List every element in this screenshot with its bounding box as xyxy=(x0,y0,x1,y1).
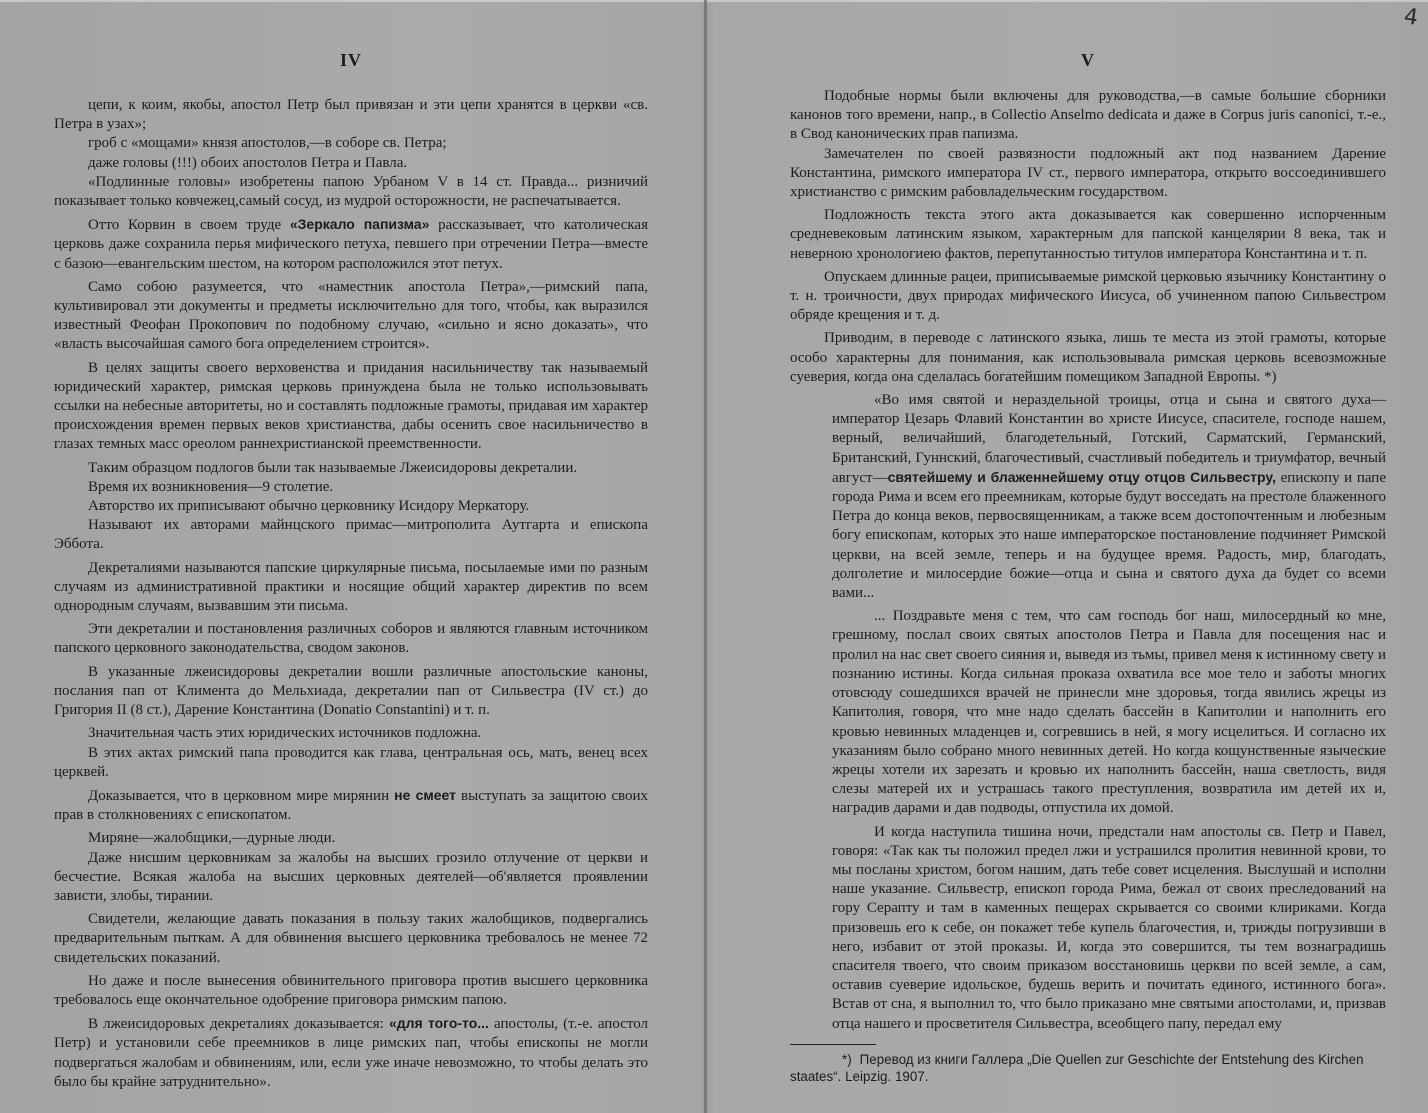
left-page-folio: IV xyxy=(339,50,362,70)
paragraph: В целях защиты своего верховенства и придания насильничеству так называемый юридический характер, римская церковь принуждена была не только использовывать ссылки на небесные авторитеты, но и составлять подложные грамоты, придавая им характер происхождения времен первых веков христианства, дабы осенить свое насильничество в глазах темных масс ореолом раннехристианской преемственности. xyxy=(54,359,648,453)
paragraph: Время их возникновения—9 столетие. xyxy=(88,478,334,495)
paragraph: Замечателен по своей развязности подложный акт под названием Дарение Константина, римского императора IV ст., первого императора, открыто воссоединившего христианство с римским рабовладельческим государством. xyxy=(790,145,1386,201)
right-page-paragraphs xyxy=(790,87,1386,387)
paragraph: ... Поздравьте меня с тем, что сам господь бог наш, милосердный ко мне, грешному, послал своих святых апостолов Петра и Павла для посещения нас и пролил на нас свет своего сияния и, выведя из тьмы, привел меня к истинному свету и познанию истины. Когда сильная проказа охватила все мое тело и заботы многих отовсюду сошедшихся врачей не принесли мне здоровья, тогда явились жрецы из Капитолия, говоря, что мне надо сделать бассейн в Капитолии и наполнить его кровью невинных младенцев и, согревшись в ней, я могу исцелиться. И согласно их указаниям было собрано много невинных детей. Но когда кощунственные языческие жрецы хотели их зарезать и кровью их наполнить бассейн, наша светлость, видя слезы матерей их и устрашась такого преступления, возвратила им детей их и, наградив дарами и дав подводы, отпустила их домой. xyxy=(832,608,1386,817)
paragraph: Эти декреталии и постановления различных соборов и являются главным источником папского церковного законодательства, сводом законов. xyxy=(54,621,648,657)
emphasized-text: «Зеркало папизма» xyxy=(289,216,430,233)
right-page-body xyxy=(790,87,1386,1038)
paragraph xyxy=(54,215,648,274)
emphasized-text: «для того-то... xyxy=(388,1015,489,1032)
right-page xyxy=(790,0,1386,1113)
paragraph: Приводим, в переводе с латинского языка, лишь те места из этой грамоты, которые особо характерны для понимания, как использовывала римская церковь всевозможные суеверия, когда она сделалась богатейшим помещиком Западной Европы. *) xyxy=(790,330,1386,385)
paragraph: гроб с «мощами» князя апостолов,—в соборе св. Петра; xyxy=(88,135,447,152)
paragraph: Подобные нормы были включены для руководства,—в самые большие сборники канонов того времени, напр., в Collectio Anselmo dedicata и даже в Corpus juris canonici, т.-е., в Свод канонических прав папизма. xyxy=(790,88,1386,143)
paragraph: Миряне—жалобщики,—дурные люди. xyxy=(88,830,336,847)
paragraph-text: выступать за защитою своих прав в столкновениях с епископатом. xyxy=(54,787,649,824)
emphasized-text: не смеет xyxy=(394,786,456,803)
paragraph: Декреталиями называются папские циркулярные письма, посылаемые ими по разным случаям из административной практики и носящие общий характер директив по всем однородным случаям, вызвавшим эти письма. xyxy=(54,559,648,615)
paragraph xyxy=(54,1014,648,1092)
paragraph: даже головы (!!!) обоих апостолов Петра и Павла. xyxy=(88,154,408,171)
paragraph-text: Доказывается, что в церковном мире мирянин xyxy=(88,787,395,804)
paragraph-text: рассказывает, что католическая церковь даже сохранила перья мифического петуха, певшего при отречении Петра—вместе с базою—евангельским шестом, на котором расположился этот петух. xyxy=(54,217,648,272)
paragraph: Опускаем длинные рацеи, приписываемые римской церковью язычнику Константину о т. н. троичности, двух природах мифического Иисуса, об учиненном папою Сильвестром обряде крещения и т. д. xyxy=(790,268,1386,324)
paragraph: цепи, к коим, якобы, апостол Петр был привязан и эти цепи хранятся в церкви «св. Петра в узах»; xyxy=(54,97,648,133)
paragraph: Свидетели, желающие давать показания в пользу таких жалобщиков, подвергались предварительным пыткам. А для обвинения высшего церковника требовалось не менее 72 свидетельских показаний. xyxy=(54,911,648,966)
footnote-text: Перевод из книги Галлера „Die Quellen zur Geschichte der Entstehung des Kirchen staates“. Leipzig. 1907. xyxy=(790,1051,1364,1084)
paragraph-text: В лжеисидоровых декреталиях доказывается: xyxy=(88,1016,389,1033)
footnote xyxy=(790,1051,1386,1085)
paragraph: Само собою разумеется, что «наместник апостола Петра»,—римский папа, культивировал эти документы и предметы исключительно для того, чтобы, как выразился известный Феофан Прокопович по подобному случаю, «сильно и ясно доказать», что «власть высочайшая самого бога определением строится». xyxy=(54,278,648,353)
footnote-mark: *) xyxy=(842,1051,852,1067)
right-page-folio: V xyxy=(1081,50,1095,70)
paragraph-text: епископу и папе города Рима и всем его преемникам, которые будут восседать на престоле блаженного Петра до конца веков, первосвященникам, а также всем достопочтенным и любезным богу епископам, которых это наше императорское постановление подчиняет Римской церкви, на всей земле, теперь и на будущее время. Радость, мир, благодать, долголетие и милосердие божие—отца и сына и святого духа да будет со всеми вами... xyxy=(832,469,1386,602)
paragraph-text: Отто Корвин в своем труде xyxy=(88,217,290,234)
paragraph: Таким образцом подлогов были так называемые Лжеисидоровы декреталии. xyxy=(88,459,578,476)
paragraph: Но даже и после вынесения обвинительного приговора против высшего церковника требовалось еще окончательное одобрение приговора римским папою. xyxy=(54,972,648,1008)
footnote-rule xyxy=(790,1044,876,1045)
paragraph: Авторство их приписывают обычно церковнику Исидору Меркатору. xyxy=(88,498,530,515)
footnote-area xyxy=(790,1044,1386,1085)
emphasized-text: святейшему и блаженнейшему отцу отцов Сильвестру, xyxy=(887,468,1277,485)
paragraph: В указанные лжеисидоровы декреталии вошли различные апостольские каноны, послания пап от Климента до Мельхиада, декреталии пап от Сильвестра (IV ст.) до Григория II (8 ст.), Дарение Константина (Donatio Constantini) и т. п. xyxy=(54,663,648,719)
paragraph: И когда наступила тишина ночи, предстали нам апостолы св. Петр и Павел, говоря: «Так как ты положил предел лжи и устрашился пролития невинной крови, то мы посланы христом, богом нашим, дать тебе совет исцеления. Выслушай и исполни наше указание. Сильвестр, епископ города Рима, бежал от своих преследований на гору Серапту и там в каменных пещерах скрывается со своими клириками. Когда призовешь его к себе, он покажет тебе купель благочестия, и, трижды погрузивши в него, избавит от этой проказы. И, когда это совершится, ты тем вознаградишь спасителя твоего, что своим приказом восстановишь церкви по всей земле, а сам, оставив суеверие идольское, будешь верить и почитать единого, истинного бога». Встав от сна, я выполнил то, что было приказано мне святыми апостолами, и, призвав отца нашего и просветителя Сильвестра, всеобщего папу, передал ему xyxy=(832,823,1386,1032)
paragraph: Называют их авторами майнцского примас—митрополита Аутгарта и епископа Эббота. xyxy=(54,517,648,553)
paragraph-text: апостолы, (т.-е. апостол Петр) и установили себе преемников в лице римских пап, чтобы епископы не могли подвергаться жалобам и обвинениям, или, если уже иначе невозможно, то чтобы делать это было бы крайне затруднительно». xyxy=(54,1016,649,1090)
paragraph xyxy=(832,391,1386,603)
paragraph: Подложность текста этого акта доказывается как совершенно испорченным средневековым латинским языком, характерным для папской канцелярии 8 века, так и неверною хронологиею фактов, перепутанностью титулов императора Константина и т. п. xyxy=(790,207,1386,262)
handwritten-page-number: 4 xyxy=(1402,4,1420,31)
page-fold-gutter xyxy=(704,0,707,1113)
left-page-body xyxy=(54,96,648,1096)
donation-quote-block xyxy=(832,391,1386,1034)
paragraph-text: «Во имя святой и нераздельной троицы, отца и сына и святого духа—император Цезарь Флавий Константин во христе Иисусе, спасителе, господе нашем, верный, величайший, благодетельный, Готский, Сарматский, Германский, Британский, Гуннский, благочестивый, счастливый победитель и триумфатор, вечный август— xyxy=(832,392,1386,486)
paragraph: «Подлинные головы» изобретены папою Урбаном V в 14 ст. Правда... ризничий показывает только ковчежец,самый сосуд, из мудрой осторожности, не распечатывается. xyxy=(54,173,648,210)
paragraph xyxy=(54,786,648,825)
paragraph: Значительная часть этих юридических источников подложна. xyxy=(88,725,482,742)
left-page xyxy=(54,0,648,1113)
paragraph: Даже нисшим церковникам за жалобы на высших грозило отлучение от церкви и бесчестие. Всякая жалоба на высших церковных деятелей—об'является проявлении зависти, злобы, тирании. xyxy=(54,849,648,904)
paragraph: В этих актах римский папа проводится как глава, центральная ось, мать, венец всех церквей. xyxy=(54,744,648,780)
